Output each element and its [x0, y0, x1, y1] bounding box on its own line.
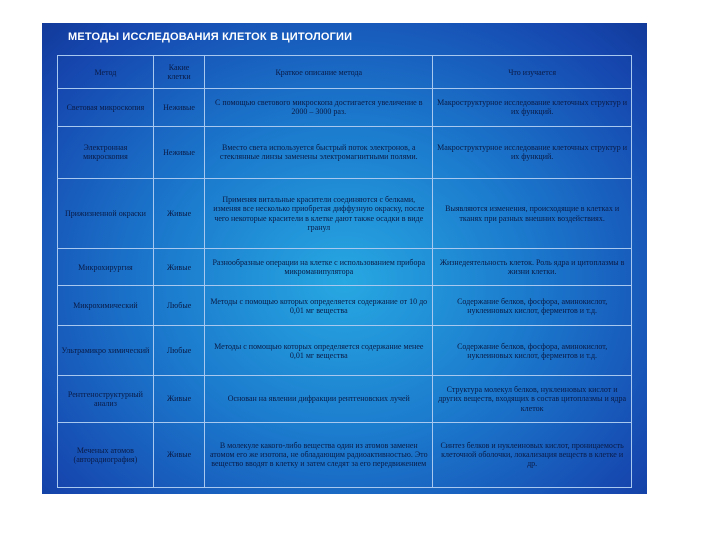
cell-method: Микрохирургия	[58, 248, 154, 286]
cell-method: Прижизненной окраски	[58, 179, 154, 249]
table-header-row	[58, 56, 632, 89]
cell-description: С помощью светового микроскопа достигается увеличение в 2000 – 3000 раз.	[205, 89, 433, 127]
cell-cells: Неживые	[153, 126, 204, 179]
cell-cells: Неживые	[153, 89, 204, 127]
table-row	[58, 126, 632, 179]
cell-studied: Содержание белков, фосфора, аминокислот, нуклеиновых кислот, ферментов и т.д.	[433, 286, 632, 326]
cell-method: Меченых атомов (авторадиография)	[58, 422, 154, 487]
slide-title: МЕТОДЫ ИССЛЕДОВАНИЯ КЛЕТОК В ЦИТОЛОГИИ	[68, 31, 353, 43]
cell-description: Разнообразные операции на клетке с использованием прибора микроманипулятора	[205, 248, 433, 286]
table-row	[58, 326, 632, 376]
cell-studied: Макроструктурное исследование клеточных структур и их функций.	[433, 89, 632, 127]
cell-description: Методы с помощью которых определяется содержание от 10 до 0,01 мг вещества	[205, 286, 433, 326]
cell-description: Вместо света используется быстрый поток электронов, а стеклянные линзы заменены электромагнитными полями.	[205, 126, 433, 179]
table-row	[58, 422, 632, 487]
cell-description: Применяя витальные красители соединяются с белками, изменяя все несколько приобретая диффузную окраску, после чего некоторые красители в клетке дают также осадки в виде гранул	[205, 179, 433, 249]
cell-method: Ультрамикро химический	[58, 326, 154, 376]
cell-cells: Живые	[153, 376, 204, 422]
cell-description: В молекуле какого-либо вещества один из атомов заменен атомом его же изотопа, не обладающим радиоактивностью. Это вещество вводят в клетку и затем следят за его передвижением	[205, 422, 433, 487]
cell-cells: Живые	[153, 248, 204, 286]
cell-description: Основан на явлении дифракции рентгеновских лучей	[205, 376, 433, 422]
cell-method: Световая микроскопия	[58, 89, 154, 127]
cell-method: Электронная микроскопия	[58, 126, 154, 179]
table-row	[58, 89, 632, 127]
cell-cells: Любые	[153, 286, 204, 326]
cell-description: Методы с помощью которых определяется содержание менее 0,01 мг вещества	[205, 326, 433, 376]
cell-studied: Содержание белков, фосфора, аминокислот, нуклеиновых кислот, ферментов и т.д.	[433, 326, 632, 376]
header-description: Краткое описание метода	[205, 56, 433, 89]
cell-method: Рентгеноструктурный анализ	[58, 376, 154, 422]
cell-studied: Жизнедеятельность клеток. Роль ядра и цитоплазмы в жизни клетки.	[433, 248, 632, 286]
table-row	[58, 179, 632, 249]
cell-cells: Живые	[153, 422, 204, 487]
cell-cells: Живые	[153, 179, 204, 249]
slide	[42, 23, 647, 494]
cell-studied: Выявляются изменения, происходящие в клетках и тканях при разных внешних воздействиях.	[433, 179, 632, 249]
cell-studied: Синтез белков и нуклеиновых кислот, проницаемость клеточной оболочки, локализация веществ в клетке и др.	[433, 422, 632, 487]
header-cells: Какие клетки	[153, 56, 204, 89]
table-row	[58, 248, 632, 286]
table-row	[58, 376, 632, 422]
methods-table	[57, 55, 632, 488]
header-studied: Что изучается	[433, 56, 632, 89]
cell-method: Микрохимический	[58, 286, 154, 326]
cell-cells: Любые	[153, 326, 204, 376]
cell-studied: Макроструктурное исследование клеточных структур и их функций.	[433, 126, 632, 179]
cell-studied: Структура молекул белков, нуклеиновых кислот и других веществ, входящих в состав цитоплазмы и ядра клеток	[433, 376, 632, 422]
header-method: Метод	[58, 56, 154, 89]
table-row	[58, 286, 632, 326]
